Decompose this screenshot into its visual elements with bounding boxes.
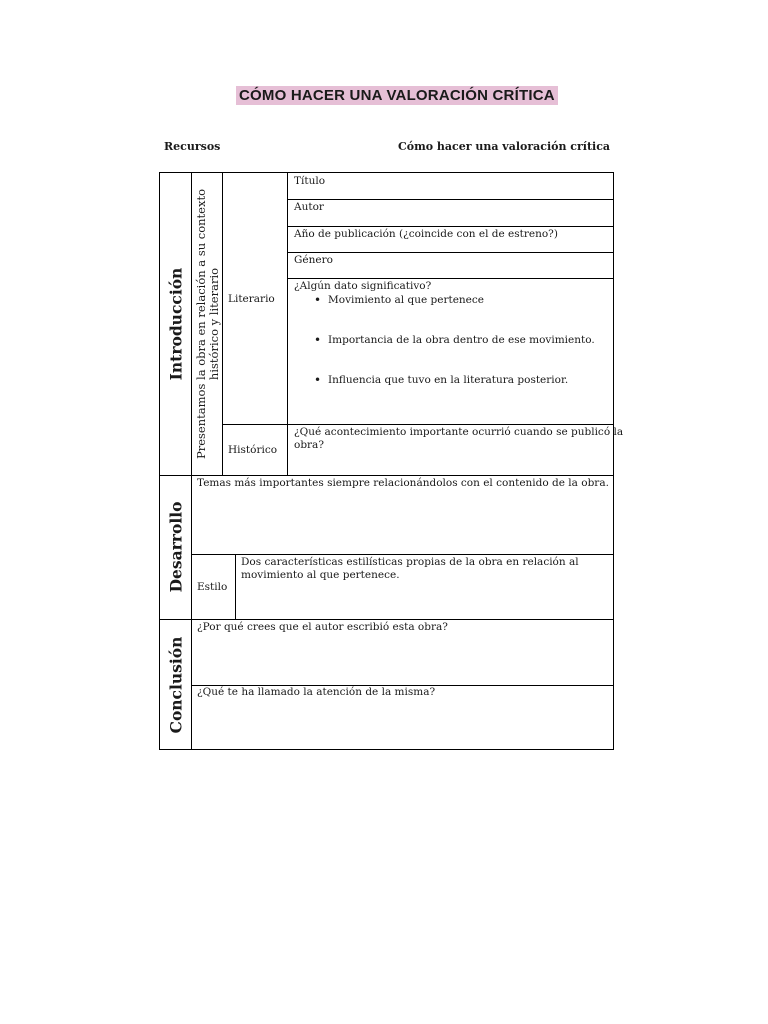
estilo-text — [241, 556, 579, 582]
row-genero — [287, 252, 614, 279]
list-item: • Importancia de la obra dentro de ese movimiento. — [290, 334, 595, 346]
estilo-label: Estilo — [197, 581, 228, 593]
historico-question-line2: obra? — [294, 439, 324, 451]
historico-question-line1: ¿Qué acontecimiento importante ocurrió cuando se publicó la — [294, 426, 624, 438]
historico-label: Histórico — [228, 444, 278, 456]
temas-text: Temas más importantes siempre relacionándolos con el contenido de la obra. — [197, 477, 609, 489]
header-recursos: Recursos — [164, 140, 221, 153]
section-label-desarrollo: Desarrollo — [166, 501, 186, 593]
section-label-introduccion: Introducción — [166, 267, 186, 381]
row-titulo — [287, 172, 614, 200]
intro-subtitle-line2: histórico y literario — [207, 267, 221, 381]
historico-question — [294, 426, 623, 452]
literario-label: Literario — [228, 293, 275, 305]
row-autor-label: Autor — [294, 201, 324, 213]
row-autor — [287, 199, 614, 227]
estilo-text-line1: Dos características estilísticas propias de la obra en relación al — [241, 556, 579, 568]
section-label-conclusion: Conclusión — [166, 636, 186, 734]
header-subtitle: Cómo hacer una valoración crítica — [398, 140, 611, 153]
page-title: CÓMO HACER UNA VALORACIÓN CRÍTICA — [236, 86, 558, 105]
list-item: • Movimiento al que pertenece — [290, 294, 484, 306]
intro-subtitle — [195, 189, 221, 459]
intro-subtitle-line1: Presentamos la obra en relación a su contexto — [194, 188, 208, 460]
conclusion-q1: ¿Por qué crees que el autor escribió esta obra? — [197, 621, 448, 633]
estilo-text-line2: movimiento al que pertenece. — [241, 569, 400, 581]
row-titulo-label: Título — [294, 175, 326, 187]
conclusion-q2: ¿Qué te ha llamado la atención de la misma? — [197, 686, 436, 698]
list-item: • Influencia que tuvo en la literatura posterior. — [290, 374, 568, 386]
row-ano-label: Año de publicación (¿coincide con el de estreno?) — [294, 228, 558, 240]
row-genero-label: Género — [294, 254, 333, 266]
dato-label: ¿Algún dato significativo? — [294, 280, 432, 292]
